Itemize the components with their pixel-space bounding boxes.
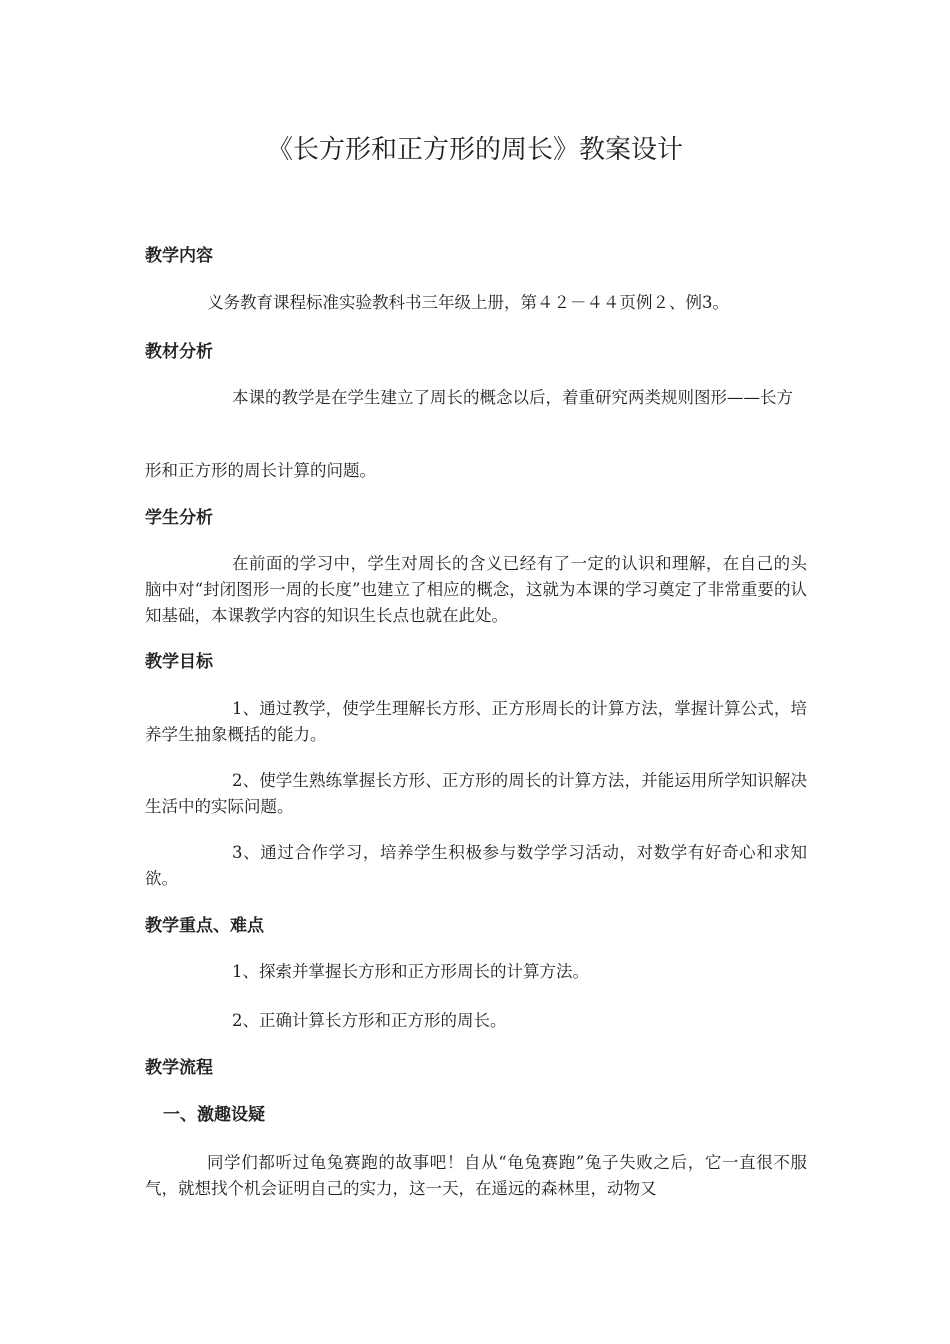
goal-item-2: 2、使学生熟练掌握长方形、正方形的周长的计算方法，并能运用所学知识解决生活中的实际问题。 — [145, 771, 807, 816]
heading-teaching-content: 教学内容 — [145, 246, 213, 266]
paragraph-material-analysis-line1: 本课的教学是在学生建立了周长的概念以后，着重研究两类规则图形——长方 — [232, 388, 793, 407]
paragraph-material-analysis-line2: 形和正方形的周长计算的问题。 — [145, 461, 376, 480]
heading-teaching-goals: 教学目标 — [145, 652, 213, 672]
keypoint-item-1: 1、探索并掌握长方形和正方形周长的计算方法。 — [232, 962, 589, 981]
paragraph-student-analysis: 在前面的学习中，学生对周长的含义已经有了一定的认识和理解，在自己的头脑中对“封闭图形一周的长度”也建立了相应的概念，这就为本课的学习奠定了非常重要的认知基础，本课教学内容的知识生长点也就在此处。 — [145, 554, 807, 625]
document-title: 《长方形和正方形的周长》教案设计 — [266, 135, 683, 165]
heading-material-analysis: 教材分析 — [145, 342, 213, 362]
paragraph-teaching-content: 义务教育课程标准实验教科书三年级上册，第４２－４４页例２、例3。 — [207, 293, 729, 312]
paragraph-stimulate-interest: 同学们都听过龟兔赛跑的故事吧！自从“龟兔赛跑”兔子失败之后，它一直很不服气，就想找个机会证明自己的实力，这一天，在遥远的森林里，动物又 — [145, 1153, 807, 1198]
goal-item-3: 3、通过合作学习，培养学生积极参与数学学习活动，对数学有好奇心和求知欲。 — [145, 843, 807, 888]
heading-teaching-process: 教学流程 — [145, 1058, 213, 1078]
subheading-stimulate-interest: 一、激趣设疑 — [163, 1105, 265, 1125]
goal-item-1: 1、通过教学，使学生理解长方形、正方形周长的计算方法，掌握计算公式，培养学生抽象概括的能力。 — [145, 699, 807, 744]
keypoint-item-2: 2、正确计算长方形和正方形的周长。 — [232, 1011, 507, 1030]
heading-key-points: 教学重点、难点 — [145, 916, 264, 936]
heading-student-analysis: 学生分析 — [145, 508, 213, 528]
